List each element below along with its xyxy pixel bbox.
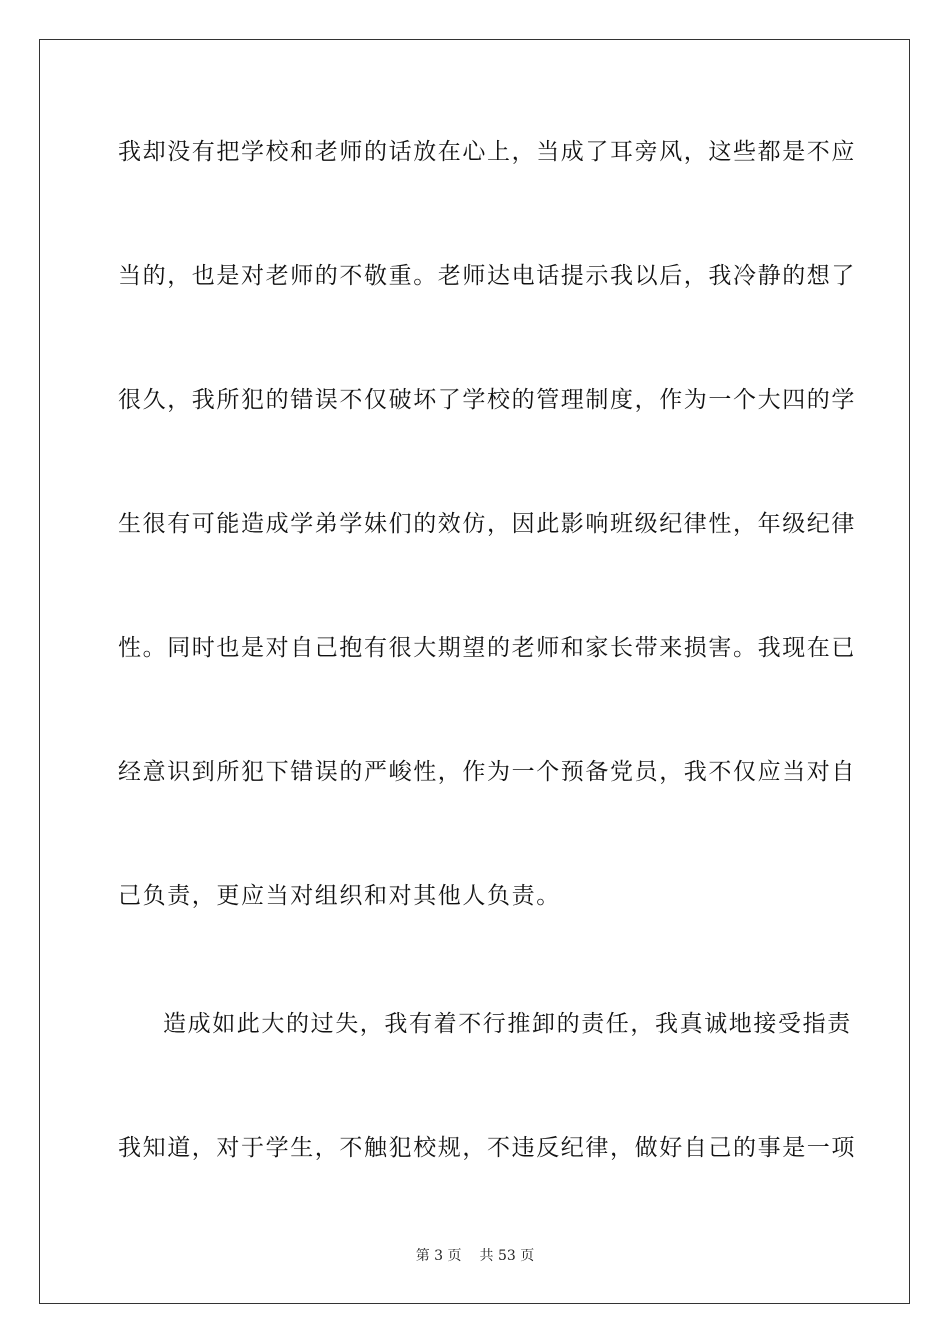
page-border [39, 39, 910, 1304]
body-text-line-7: 己负责，更应当对组织和对其他人负责。 [118, 883, 561, 909]
total-pages: 共 53 页 [479, 1248, 535, 1264]
body-text-line-5: 性。同时也是对自己抱有很大期望的老师和家长带来损害。我现在已 [118, 635, 856, 661]
body-text-line-9: 我知道，对于学生，不触犯校规，不违反纪律，做好自己的事是一项 [118, 1135, 856, 1161]
body-text-line-6: 经意识到所犯下错误的严峻性，作为一个预备党员，我不仅应当对自 [118, 759, 856, 785]
body-text-line-4: 生很有可能造成学弟学妹们的效仿，因此影响班级纪律性，年级纪律 [118, 511, 856, 537]
body-text-line-1: 我却没有把学校和老师的话放在心上，当成了耳旁风，这些都是不应 [118, 139, 856, 165]
body-text-line-8: 造成如此大的过失，我有着不行推卸的责任，我真诚地接受指责 [163, 1011, 852, 1037]
body-text-line-2: 当的，也是对老师的不敬重。老师达电话提示我以后，我冷静的想了 [118, 263, 856, 289]
body-text-line-3: 很久，我所犯的错误不仅破坏了学校的管理制度，作为一个大四的学 [118, 387, 856, 413]
page-number: 第 3 页 [415, 1248, 462, 1264]
page-footer [0, 1246, 950, 1266]
